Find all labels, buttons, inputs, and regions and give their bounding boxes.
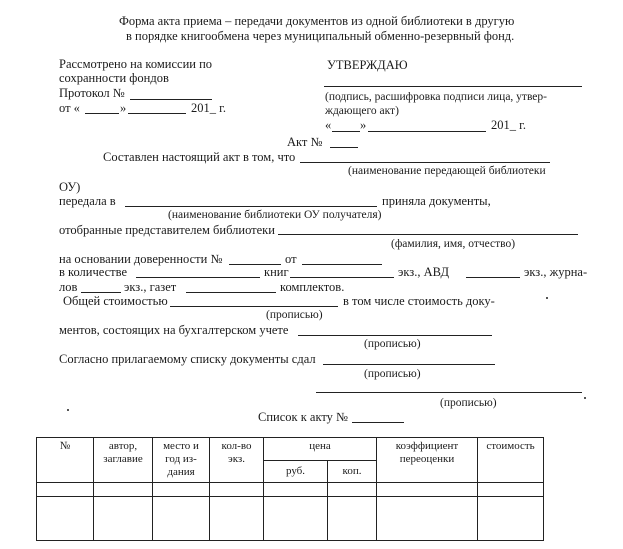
cell-kop[interactable] (328, 483, 377, 497)
total-cost-field[interactable] (170, 306, 338, 307)
docs-on-account-text: ментов, состоящих на бухгалтерском учете (59, 323, 289, 337)
act-number-field[interactable] (330, 147, 358, 148)
protocol-date-open: от « (59, 101, 80, 115)
form-title-line-2: в порядке книгообмена через муниципальный обменно-резервный фонд. (126, 29, 515, 43)
header-coefficient: коэффициент переоценки (377, 438, 478, 483)
cell-rub[interactable] (264, 483, 328, 497)
journals-count-field[interactable] (81, 292, 121, 293)
scan-speck (584, 397, 586, 399)
cell-author-title[interactable] (94, 483, 153, 497)
avd-count-field[interactable] (466, 277, 520, 278)
accepted-documents-text: приняла документы, (382, 194, 491, 208)
total-cost-words-caption: (прописью) (266, 309, 323, 321)
receiver-library-field[interactable] (125, 206, 377, 207)
scan-speck (67, 409, 69, 411)
power-of-attorney-text: на основании доверенности № (59, 252, 223, 266)
protocol-day-field[interactable] (85, 113, 119, 114)
approve-month-field[interactable] (368, 131, 486, 132)
cell-number[interactable] (37, 497, 94, 541)
docs-on-account-caption: (прописью) (364, 338, 421, 350)
cell-cost[interactable] (478, 497, 544, 541)
header-number: № (37, 438, 94, 483)
list-title: Список к акту № (258, 410, 348, 424)
handed-over-signature-field[interactable] (316, 392, 582, 393)
cell-number[interactable] (37, 483, 94, 497)
sender-library-field[interactable] (300, 162, 550, 163)
header-cost: стоимость (478, 438, 544, 483)
receiver-library-caption: (наименование библиотеки ОУ получателя) (168, 209, 382, 221)
books-text: книг (264, 265, 289, 279)
representative-name-field[interactable] (278, 234, 578, 235)
header-rub: руб. (264, 461, 328, 483)
header-place-year: место и год из- дания (153, 438, 210, 483)
protocol-date-close: » (120, 101, 127, 115)
sender-library-caption: (наименование передающей библиотеки (348, 165, 546, 177)
documents-count-field[interactable] (323, 364, 495, 365)
approver-caption-line-1: (подпись, расшифровка подписи лица, утвер- (325, 91, 547, 103)
per-list-text: Согласно прилагаемому списку документы сдал (59, 352, 316, 366)
cell-quantity[interactable] (210, 483, 264, 497)
quantity-text: в количестве (59, 265, 128, 279)
documents-table (36, 437, 544, 541)
approve-day-field[interactable] (332, 131, 360, 132)
fund-safety-line: сохранности фондов (59, 71, 169, 85)
header-price: цена (264, 438, 377, 461)
cell-cost[interactable] (478, 483, 544, 497)
cell-quantity[interactable] (210, 497, 264, 541)
approve-label: УТВЕРЖДАЮ (327, 58, 408, 72)
newspapers-text: экз., газет (124, 280, 177, 294)
approver-caption-line-2: ждающего акт) (325, 105, 399, 117)
cell-author-title[interactable] (94, 497, 153, 541)
cell-place-year[interactable] (153, 497, 210, 541)
books-copies-field[interactable] (290, 277, 394, 278)
approve-date-close: » (360, 118, 367, 132)
journals-text: экз., журна- (524, 265, 588, 279)
form-title-line-1: Форма акта приема – передачи документов из одной библиотеки в другую (119, 14, 515, 28)
header-author-title: автор, заглавие (94, 438, 153, 483)
power-of-attorney-from-text: от (285, 252, 297, 266)
representative-name-caption: (фамилия, имя, отчество) (391, 238, 516, 250)
protocol-label: Протокол № (59, 86, 125, 100)
handed-over-caption: (прописью) (440, 397, 497, 409)
table-row (37, 497, 544, 541)
cell-place-year[interactable] (153, 483, 210, 497)
cell-rub[interactable] (264, 497, 328, 541)
transferred-to-text: передала в (59, 194, 116, 208)
per-list-caption: (прописью) (364, 368, 421, 380)
selected-by-text: отобранные представителем библиотеки (59, 223, 275, 237)
books-count-field[interactable] (136, 277, 260, 278)
list-number-field[interactable] (352, 422, 404, 423)
cell-coefficient[interactable] (377, 483, 478, 497)
total-cost-text: Общей стоимостью (63, 294, 168, 308)
avd-text: экз., АВД (398, 265, 450, 279)
approve-year: 201_ г. (491, 118, 526, 132)
ou-text: ОУ) (59, 180, 81, 194)
journals-cont-text: лов (59, 280, 78, 294)
docs-on-account-cost-field[interactable] (298, 335, 492, 336)
protocol-month-field[interactable] (128, 113, 186, 114)
cell-kop[interactable] (328, 497, 377, 541)
approve-date-open: « (325, 118, 332, 132)
scan-speck (546, 297, 548, 299)
cell-coefficient[interactable] (377, 497, 478, 541)
composed-text: Составлен настоящий акт в том, что (103, 150, 296, 164)
approver-signature-field[interactable] (324, 86, 582, 87)
protocol-year: 201_ г. (191, 101, 226, 115)
header-quantity: кол-во экз. (210, 438, 264, 483)
table-row (37, 483, 544, 497)
commission-line: Рассмотрено на комиссии по (59, 57, 213, 71)
power-of-attorney-date-field[interactable] (302, 264, 382, 265)
act-number-label: Акт № (287, 135, 323, 149)
including-cost-text: в том числе стоимость доку- (343, 294, 495, 308)
sets-text: комплектов. (280, 280, 345, 294)
newspapers-count-field[interactable] (186, 292, 276, 293)
protocol-number-field[interactable] (130, 99, 212, 100)
header-kop: коп. (328, 461, 377, 483)
